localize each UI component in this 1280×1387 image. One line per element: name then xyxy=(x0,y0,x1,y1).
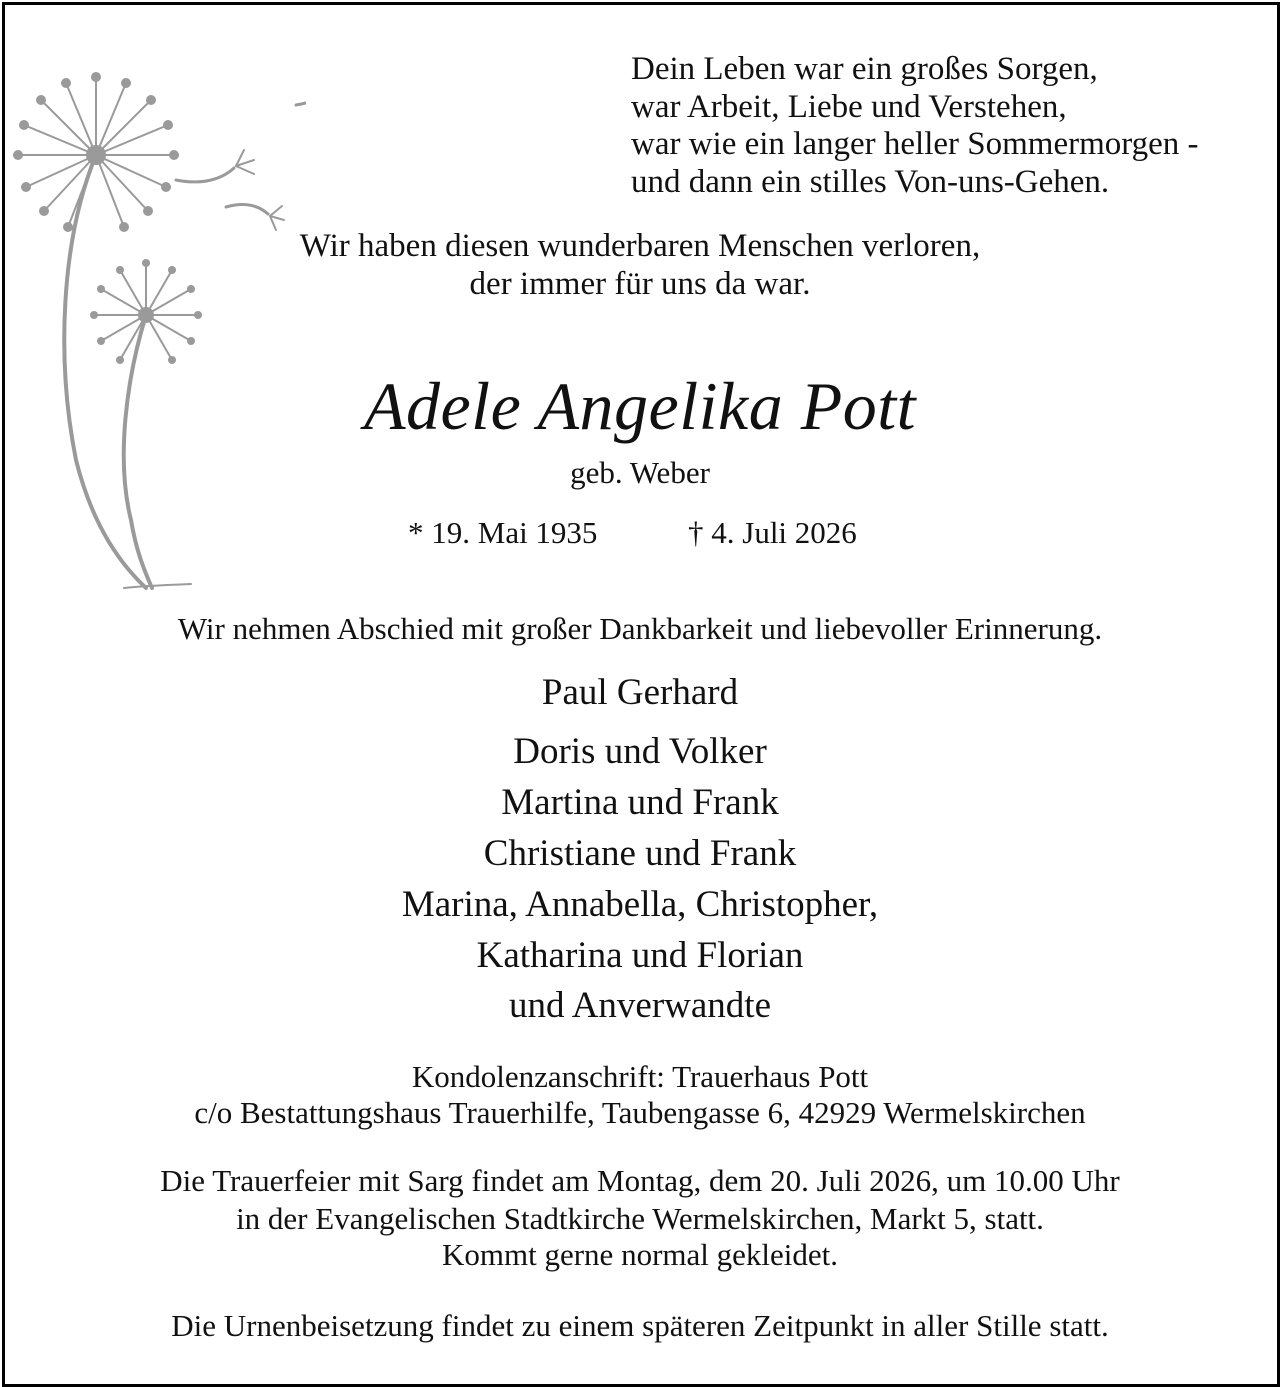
mourner-line: Katharina und Florian xyxy=(476,935,804,976)
ceremony-line: in der Evangelischen Stadtkirche Wermelskirchen, Markt 5, statt. xyxy=(236,1201,1044,1236)
burial-text: Die Urnenbeisetzung findet zu einem späteren Zeitpunkt in aller Stille statt. xyxy=(171,1308,1109,1343)
poem-line: war wie ein langer heller Sommermorgen - xyxy=(631,126,1199,162)
mourner-spouse: Paul Gerhard xyxy=(541,672,739,713)
poem-line: und dann ein stilles Von-uns-Gehen. xyxy=(631,164,1110,200)
condolence-line: Kondolenzanschrift: Trauerhaus Pott xyxy=(411,1059,869,1094)
poem-line: war Arbeit, Liebe und Verstehen, xyxy=(631,89,1067,125)
mourner-line: Marina, Annabella, Christopher, xyxy=(401,884,879,925)
intro-line: der immer für uns da war. xyxy=(469,266,811,302)
ceremony-line: Kommt gerne normal gekleidet. xyxy=(442,1237,838,1272)
intro-line: Wir haben diesen wunderbaren Menschen verloren, xyxy=(299,228,981,264)
ceremony-line: Die Trauerfeier mit Sarg findet am Montag, dem 20. Juli 2026, um 10.00 Uhr xyxy=(160,1163,1120,1198)
mourner-line: Martina und Frank xyxy=(501,782,779,823)
birth-date: * 19. Mai 1935 xyxy=(408,515,598,550)
farewell-text: Wir nehmen Abschied mit großer Dankbarkeit und liebevoller Erinnerung. xyxy=(177,611,1103,646)
mourner-line: Doris und Volker xyxy=(513,731,767,772)
dandelion-icon xyxy=(6,40,306,600)
mourner-line: Christiane und Frank xyxy=(483,833,797,874)
mourner-line: und Anverwandte xyxy=(508,985,772,1026)
deceased-name: Adele Angelika Pott xyxy=(363,368,917,444)
condolence-line: c/o Bestattungshaus Trauerhilfe, Taubengasse 6, 42929 Wermelskirchen xyxy=(194,1095,1086,1130)
death-date: † 4. Juli 2026 xyxy=(688,515,857,550)
birth-name: geb. Weber xyxy=(570,455,710,490)
poem-line: Dein Leben war ein großes Sorgen, xyxy=(631,51,1098,87)
